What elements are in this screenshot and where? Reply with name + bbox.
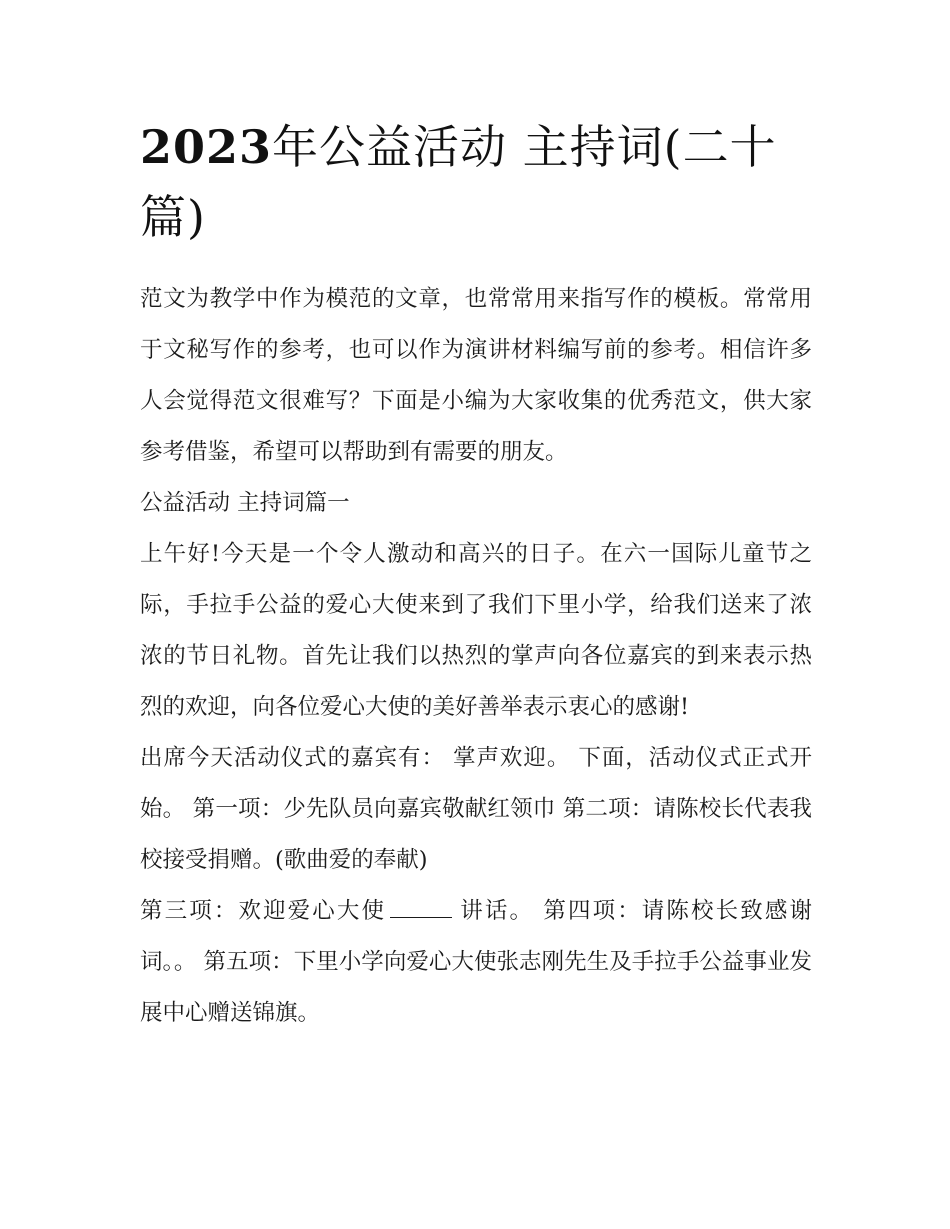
body-paragraph-items: [140, 886, 812, 1039]
intro-paragraph: 范文为教学中作为模范的文章，也常常用来指写作的模板。常常用于文秘写作的参考，也可以作为演讲材料编写前的参考。相信许多人会觉得范文很难写？下面是小编为大家收集的优秀范文，供大家参考借鉴，希望可以帮助到有需要的朋友。: [140, 286, 812, 465]
section-heading: 公益活动 主持词篇一: [140, 490, 350, 516]
fill-in-blank: [390, 899, 452, 918]
items-text-end: 讲话。 第四项：请陈校长致感谢词。。 第五项：下里小学向爱心大使张志刚先生及手拉手公益事业发展中心赠送锦旗。: [140, 898, 812, 1026]
title-text: 年公益活动 主持词(二十篇): [140, 120, 777, 244]
document-body: [140, 112, 812, 1039]
document-title: [140, 112, 812, 252]
body-paragraph-guests: 出席今天活动仪式的嘉宾有： 掌声欢迎。 下面，活动仪式正式开始。 第一项：少先队员向嘉宾敬献红领巾 第二项：请陈校长代表我校接受捐赠。(歌曲爱的奉献): [140, 745, 812, 873]
title-year: 2023: [140, 120, 273, 174]
body-paragraph-greeting: 上午好!今天是一个令人激动和高兴的日子。在六一国际儿童节之际，手拉手公益的爱心大使来到了我们下里小学，给我们送来了浓浓的节日礼物。首先让我们以热烈的掌声向各位嘉宾的到来表示热烈的欢迎，向各位爱心大使的美好善举表示衷心的感谢!: [140, 541, 812, 720]
items-text-start: 第三项：欢迎爱心大使: [140, 898, 387, 924]
